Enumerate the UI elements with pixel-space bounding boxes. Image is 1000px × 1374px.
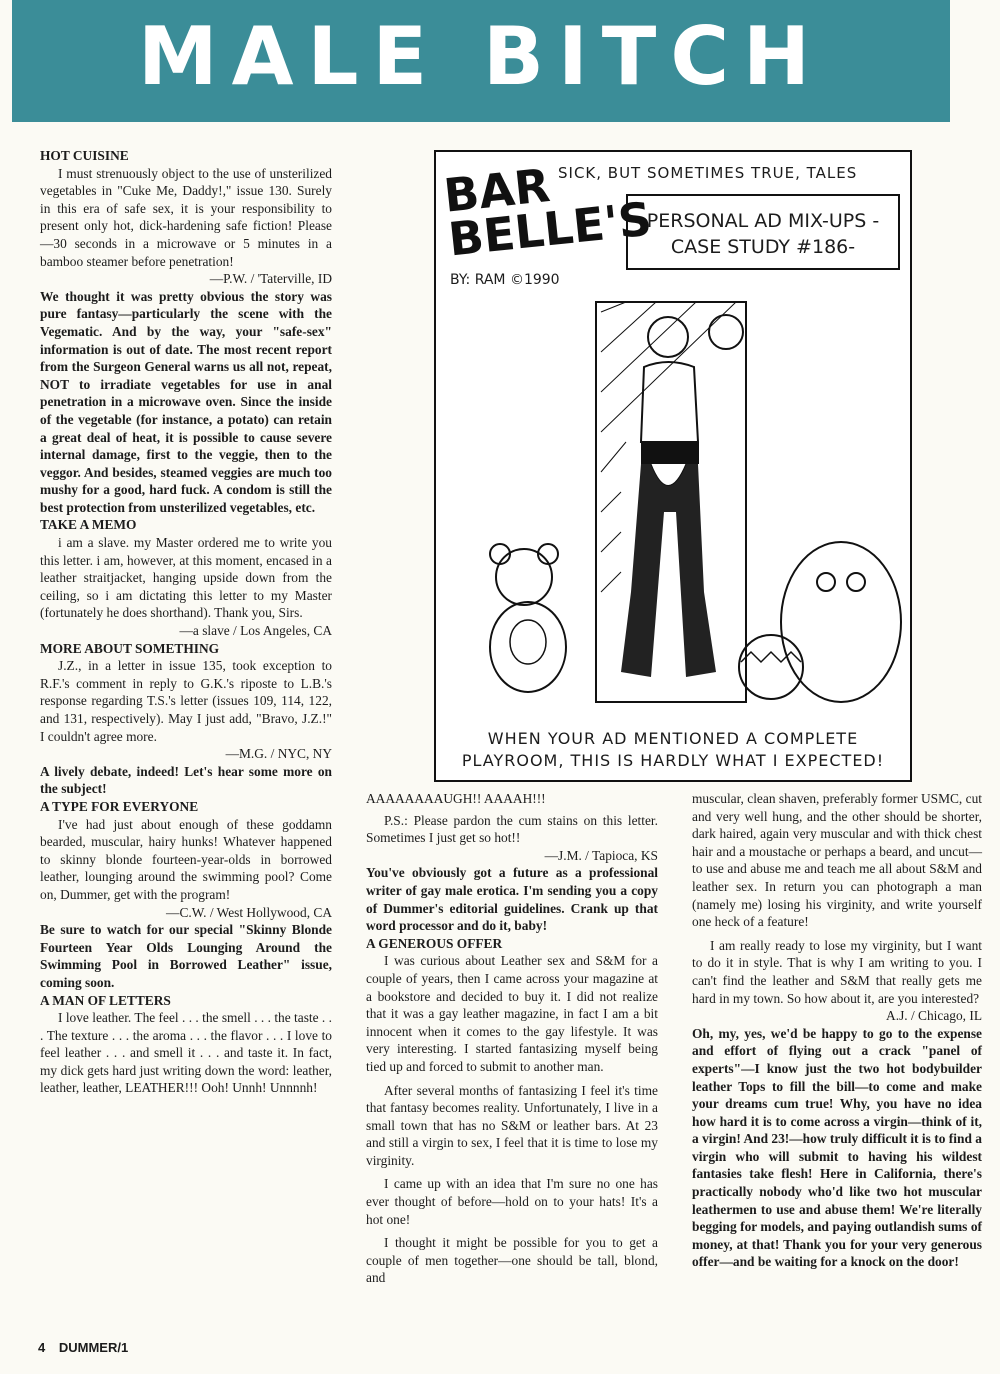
comic-panel (434, 150, 912, 782)
comic-title: BAR BELLE'S (441, 158, 655, 267)
letter-body: I am really ready to lose my virginity, but I want to do it in style. That is why I am writing to you. I can't find the leather and S&M that really gets me hard in my town. So how about it, are you interested? (692, 937, 982, 1006)
letter-heading: A GENEROUS OFFER (366, 935, 503, 951)
comic-title-box: PERSONAL AD MIX-UPS -CASE STUDY #186- (626, 194, 900, 270)
letter-body: I've had just about enough of these goddamn bearded, muscular, hairy hunks! Whatever happened to skinny blonde fourteen-year-olds in borrowed leather, lounging around the swimming pool? Come on, Dummer, get with the program! (40, 816, 332, 902)
comic-subtitle: SICK, BUT SOMETIMES TRUE, TALES (558, 164, 858, 182)
letter-body: J.Z., in a letter in issue 135, took exception to R.F.'s comment in reply to G.K.'s riposte to L.B.'s response regarding T.S.'s letter (issues 109, 114, 122, and 131, respectively). May I just add, "Bravo, J.Z.!" I couldn't agree more. (40, 658, 332, 744)
letter-continuation: AAAAAAAAUGH!! AAAAH!!! (366, 791, 546, 806)
column-middle (366, 790, 658, 1287)
letter-heading: MORE ABOUT SOMETHING (40, 640, 220, 656)
editor-reply: Oh, my, yes, we'd be happy to go to the expense and effort of flying out a crack "panel of experts"—I know just the two hot bodybuilder leather Tops to fill the bill—to come and make your dreams cum true! Why, you have no idea how hard it is to come across a virgin—think of it, a virgin! And 23!—how truly difficult it is to find a virgin who will submit to having his wildest fantasies take flesh! Here in California, there's practically nobody who'd like two hot muscular leathermen to use and abuse them! We're literally begging for models, and paying outlandish sums of money, at that! Thank you for your very generous offer—and be waiting for a knock on the door! (692, 1025, 982, 1270)
column-left (40, 147, 332, 1097)
comic-caption: WHEN YOUR AD MENTIONED A COMPLETE PLAYROOM, THIS IS HARDLY WHAT I EXPECTED! (461, 729, 885, 770)
letter-body: After several months of fantasizing I feel it's time that fantasy becomes reality. Unfortunately, I live in a small town that has no S&M or leather bars. At 23 and still a virgin to sex, I feel that it is time to lose my virginity. (366, 1082, 658, 1168)
letter-signature: —P.W. / 'Taterville, ID (209, 271, 332, 287)
letter-body: I was curious about Leather sex and S&M for a couple of years, then I came across your magazine at a bookstore and decided to buy it. I did not realize that it was a gay leather magazine, in fact I am a bit innocent when it comes to the gay lifestyle. It was very interesting. I started fantasizing myself being tied up and forced to submit to another man. (366, 953, 658, 1074)
comic-byline: BY: RAM ©1990 (450, 272, 560, 288)
letter-signature: —a slave / Los Angeles, CA (179, 623, 332, 639)
letter-signature: A.J. / Chicago, IL (886, 1008, 982, 1024)
letter-signature: —M.G. / NYC, NY (225, 746, 332, 762)
letter-heading: TAKE A MEMO (40, 517, 137, 533)
letter-body: I must strenuously object to the use of unsterilized vegetables in "Cuke Me, Daddy!," issue 130. Surely in this era of safe sex, it is your responsibility to present only hot, dick-hardening safe fiction! Please—30 seconds in a microwave or 5 minutes in a bamboo steamer before penetration! (40, 165, 332, 269)
letter-heading: A MAN OF LETTERS (40, 992, 171, 1008)
page-number: 4 (38, 1340, 46, 1355)
editor-reply: We thought it was pretty obvious the story was pure fantasy—particularly the scene with the Vegematic. And by the way, your "safe-sex" information is out of date. The most recent report from the Surgeon General warns us all not, repeat, NOT to irradiate vegetables for use in anal penetration in a microwave oven. Since the inside of the vegetable (for instance, a potato) can retain a great deal of heat, it is possible to cause severe internal damage, first to the veggie, then to the veggor. And besides, steamed veggies are much too mushy for a good, hard fuck. A condom is still the best protection from unsterilized vegetables, etc. (40, 288, 332, 515)
page-title: MALE BITCH (138, 10, 824, 103)
letter-heading: A TYPE FOR EVERYONE (40, 798, 199, 814)
letter-body: I thought it might be possible for you to get a couple of men together—one should be tall, blond, and (366, 1235, 658, 1286)
letter-body: muscular, clean shaven, preferably former USMC, cut and very well hung, and the other should be shorter, dark haired, again very muscular and with thick chest hair and a moustache or perhaps a beard, and uncut—to use and abuse me and teach me all about S&M and leather sex. In return you can photograph a man (namely me) losing his virginity, and write yourself one heck of a feature! (692, 791, 982, 930)
editor-reply: A lively debate, indeed! Let's hear some more on the subject! (40, 763, 332, 797)
letter-signature: —J.M. / Tapioca, KS (544, 847, 658, 863)
letter-body: I love leather. The feel . . . the smell . . . the taste . . . The texture . . . the aroma . . . the flavor . . . I love to feel leather . . . and smell it . . . and taste it. In fact, my dick gets hard just writing down the word: leather, leather, leather, LEATHER!!! Ooh! Unnh! Unnnnh! (40, 1010, 332, 1096)
header-banner (12, 0, 950, 122)
letter-body: i am a slave. my Master ordered me to write you this letter. i am, however, at this moment, encased in a leather straitjacket, hanging upside down from the ceiling, so i am dictating this letter to my Master (fortunately he does shorthand). Thank you, Sirs. (40, 535, 332, 621)
column-right (692, 790, 982, 1271)
editor-reply: You've obviously got a future as a professional writer of gay male erotica. I'm sending you a copy of Dummer's editorial guidelines. Crank up that word processor and do it, baby! (366, 865, 658, 934)
page-footer (38, 1340, 138, 1355)
comic-illustration (436, 292, 910, 722)
letter-heading: HOT CUISINE (40, 148, 129, 163)
letter-ps: P.S.: Please pardon the cum stains on this letter. Sometimes I just get so hot!! (366, 812, 658, 846)
letter-body: I came up with an idea that I'm sure no one has ever thought of before—hold on to your hats! It's a hot one! (366, 1176, 658, 1227)
letter-signature: —C.W. / West Hollywood, CA (166, 904, 332, 920)
magazine-name: DUMMER/1 (58, 1340, 129, 1355)
editor-reply: Be sure to watch for our special "Skinny Blonde Fourteen Year Olds Lounging Around the Swimming Pool in Borrowed Leather" issue, coming soon. (40, 922, 332, 990)
